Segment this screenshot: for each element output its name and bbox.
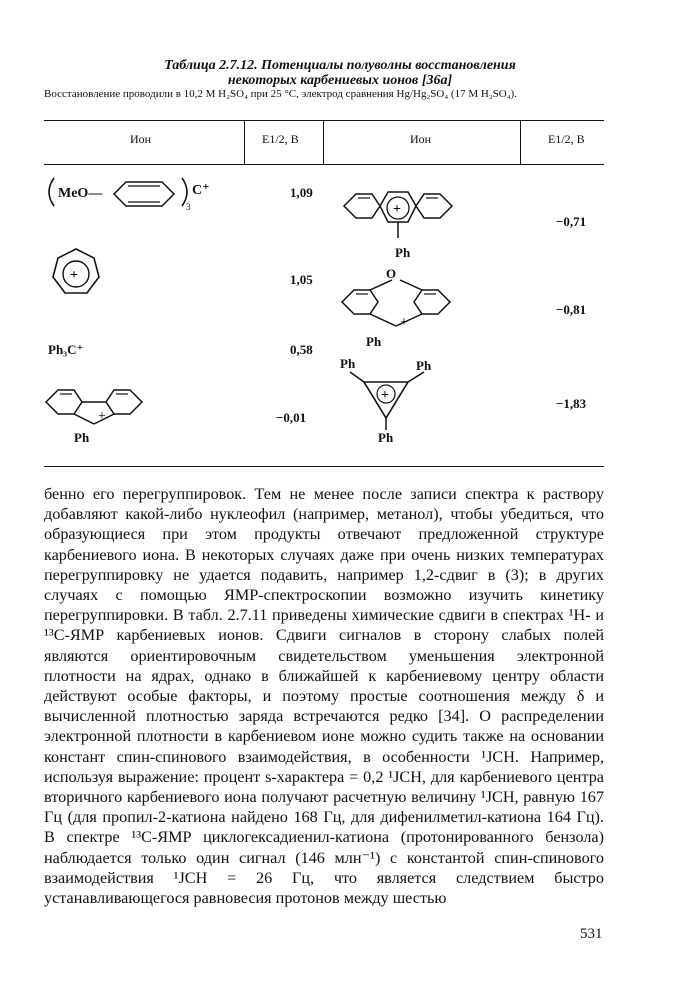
ion-label-ph: Ph [340, 356, 356, 371]
triphenylcyclopropenium-structure [350, 372, 424, 432]
svg-text:+: + [70, 268, 78, 283]
ion-triphenylmethyl: Ph₃C⁺ [48, 342, 84, 357]
ion-label-ph: Ph [74, 430, 90, 445]
e-value: −1,83 [556, 396, 587, 411]
svg-text:+: + [98, 409, 106, 424]
e-value: 1,09 [290, 185, 313, 200]
ion-label-ph: Ph [395, 245, 411, 260]
header-divider [244, 120, 245, 164]
svg-text:+: + [381, 388, 389, 403]
heteroatom-label-o: O [386, 266, 397, 281]
table-caption [40, 58, 640, 88]
header-ion-left: Ион [130, 132, 152, 146]
tropylium-structure [48, 245, 104, 301]
ion-label-ph: Ph [366, 334, 382, 349]
header-bottom-rule [44, 164, 604, 165]
ion-tris-methoxyphenyl-carbenium [42, 172, 242, 220]
body-paragraph: бенно его перегруппировок. Тем не менее после записи спектра к раствору добавляют какой-либо нуклеофил (например, метанол), чтобы убедиться, что образующиеся при этом продукты отвечают предложенной структуре карбениевого иона. В некоторых случаях даже при очень низких температурах перегруппировку не удается подавить, например 1,2-сдвиг в (3); в других случаях с помощью ЯМР-спектроскопии возможно изучить кинетику перегруппировки. В табл. 2.7.11 приведены химические сдвиги в спектрах ¹H- и ¹³C-ЯМР карбениевых ионов. Сдвиги сигналов в сторону слабых полей являются ориентировочным свидетельством уменьшения электронной плотности на ядрах, однако в ближайшей к карбениевому центру области действуют особые факторы, и поэтому простые соотношения между δ и вычисленной плотностью заряда встречаются редко [34]. О распределении электронной плотности в карбениевом ионе можно судить также на основании констант спин-спинового взаимодействия, в особенности ¹JCH. Например, используя выражение: процент s-характера = 0,2 ¹JCH, для карбениевого центра вторичного карбениевого иона получают расчетную величину ¹JCH, равную 167 Гц (для пропил-2-катиона найдено 168 Гц, для дифенилметил-катиона 164 Гц). В спектре ¹³C-ЯМР циклогексадиенил-катиона (протонированного бензола) наблюдается только один сигнал (146 млн⁻¹) с константой спин-спинового взаимодействия ¹JCH = 26 Гц, что является следствием быстро устанавливающегося равновесия протонов между шестью [44, 485, 604, 908]
phenylxanthylium-structure [336, 280, 456, 336]
phenylfluorenyl-structure [42, 382, 152, 426]
svg-text:+: + [393, 202, 401, 217]
header-e-left: E1/2, В [262, 132, 299, 146]
e-value: 1,05 [290, 272, 313, 287]
header-divider [323, 120, 324, 164]
caption-line-1: Таблица 2.7.12. Потенциалы полуволны восстановления [164, 58, 516, 73]
page-number: 531 [580, 926, 603, 942]
ion-label-ph: Ph [378, 430, 394, 445]
table-note: Восстановление проводили в 10,2 М H₂SO₄ при 25 °С, электрод сравнения Hg/Hg₂SO₄ (17 М H₂SO₄). [44, 88, 517, 100]
svg-text:+: + [400, 315, 408, 330]
header-divider [520, 120, 521, 164]
e-value: 0,58 [290, 342, 313, 357]
ion-label-methoxy: MeO— [58, 186, 103, 201]
e-value: −0,71 [556, 214, 587, 229]
caption-line-2: некоторых карбениевых ионов [36а] [227, 73, 453, 88]
ion-label-ph: Ph [416, 358, 432, 373]
phenyl-fused-ring-cation-structure [338, 182, 458, 242]
header-e-right: E1/2, В [548, 132, 585, 146]
ion-subscript-three: 3 [186, 202, 191, 212]
e-value: −0,81 [556, 302, 587, 317]
table-bottom-rule [44, 466, 604, 467]
ion-label-carbon-cation: C⁺ [192, 183, 210, 198]
header-ion-right: Ион [410, 132, 432, 146]
e-value: −0,01 [276, 410, 307, 425]
